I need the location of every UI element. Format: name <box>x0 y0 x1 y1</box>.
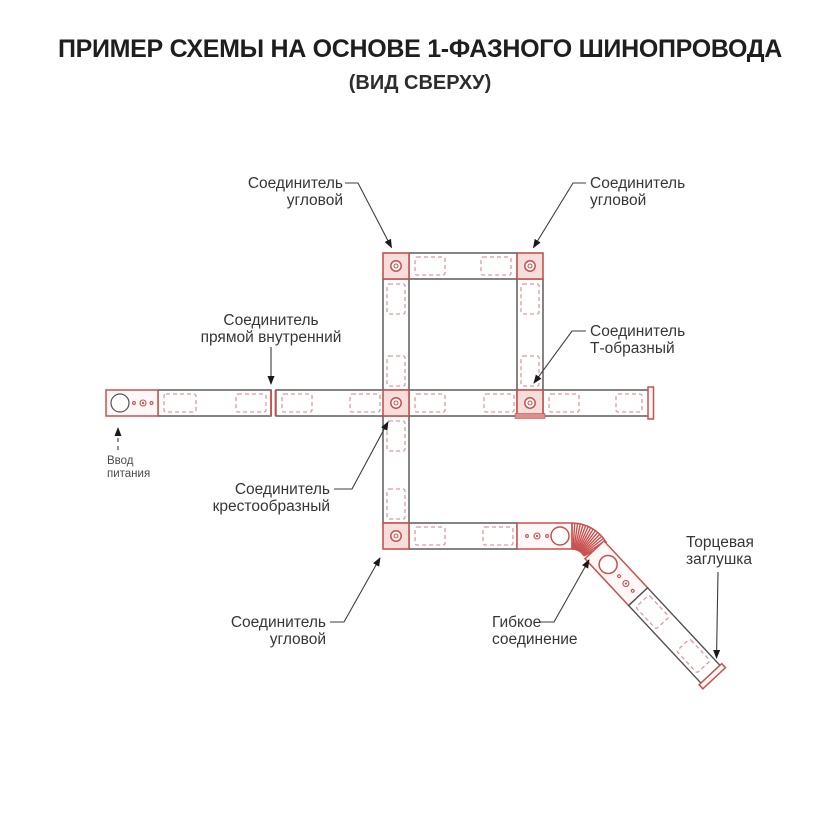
label-line: соединение <box>492 631 578 648</box>
label-corner-top-right <box>590 175 685 209</box>
label-line: Соединитель <box>590 323 686 340</box>
label-line: Соединитель <box>223 312 319 329</box>
label-corner-top-left <box>248 175 343 209</box>
label-line: угловой <box>269 631 326 648</box>
label-line: Соединитель <box>234 481 330 498</box>
label-power-input <box>107 455 150 480</box>
angled-body <box>629 588 720 683</box>
label-line: Соединитель <box>590 175 686 192</box>
page-subtitle: (ВИД СВЕРХУ) <box>348 72 492 94</box>
leader-corner-top-left <box>345 183 392 248</box>
label-line: Соединитель <box>230 614 326 631</box>
t-connector-bottom-plate <box>515 414 545 419</box>
label-line: заглушка <box>686 551 753 568</box>
label-line: прямой внутренний <box>200 329 342 346</box>
label-line: Ввод <box>107 455 134 467</box>
label-line: угловой <box>590 192 647 209</box>
label-line: Соединитель <box>247 175 343 192</box>
label-end-cap <box>686 534 754 568</box>
page-title: ПРИМЕР СХЕМЫ НА ОСНОВЕ 1-ФАЗНОГО ШИНОПРОВОДА <box>57 35 783 63</box>
track-end-bar-right <box>648 387 654 419</box>
label-line: Торцевая <box>686 534 754 551</box>
leader-corner-top-right <box>534 183 587 248</box>
leader-cross-shaped <box>334 422 388 489</box>
leader-end-cap <box>717 572 719 658</box>
power-input-hole <box>111 394 129 412</box>
label-corner-bottom <box>231 614 326 648</box>
label-line: крестообразный <box>212 498 330 515</box>
power-input-block <box>106 390 158 416</box>
straight-internal-connector <box>270 390 276 416</box>
label-line: питания <box>107 468 151 480</box>
leader-flexible <box>540 560 589 622</box>
leader-corner-bottom <box>330 558 380 622</box>
label-straight-internal <box>201 312 342 346</box>
label-line: Т-образный <box>590 340 675 357</box>
label-line: угловой <box>286 192 343 209</box>
label-line: Гибкое <box>492 614 542 631</box>
label-t-shaped <box>590 323 685 357</box>
label-flexible <box>492 614 578 648</box>
label-cross-shaped <box>213 481 330 515</box>
